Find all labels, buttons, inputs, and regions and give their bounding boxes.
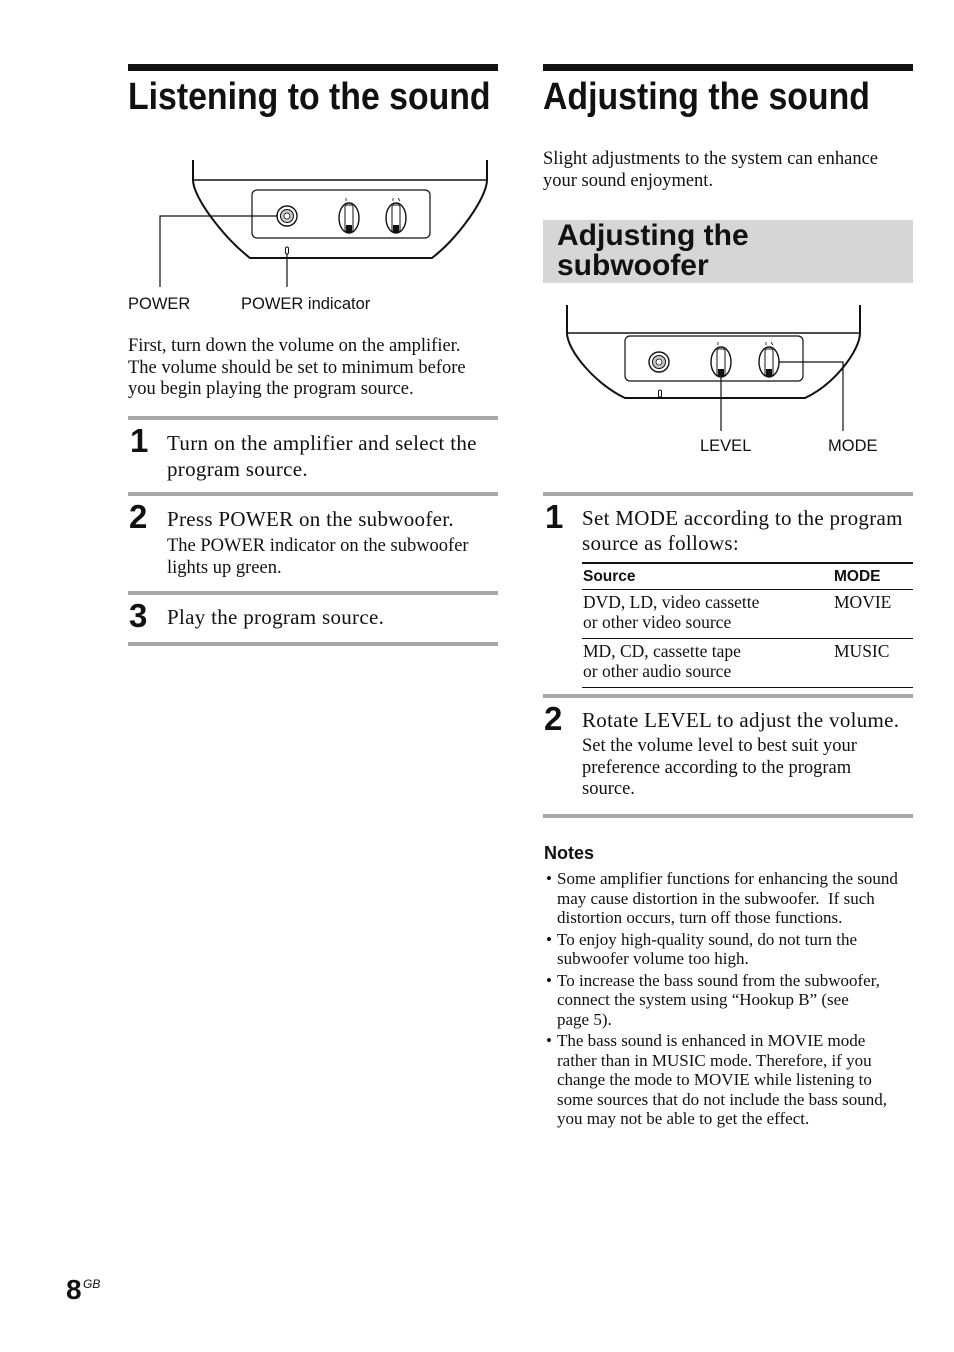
level-knob-icon bbox=[339, 198, 359, 233]
table-row bbox=[582, 639, 913, 688]
mode-table-mode-cell: MUSIC bbox=[834, 641, 890, 661]
step-instruction: Play the program source. bbox=[167, 605, 385, 629]
step-divider bbox=[128, 492, 498, 496]
mode-table-header-mode: MODE bbox=[834, 568, 881, 585]
note-text: Some amplifier functions for enhancing the sound may cause distortion in the subwoofer. If such distortion occurs, turn off those functions. bbox=[557, 869, 898, 927]
step-detail: The POWER indicator on the subwoofer lights up green. bbox=[167, 536, 469, 578]
mode-knob-icon bbox=[759, 342, 779, 377]
bullet-icon: • bbox=[546, 869, 552, 888]
page-title-adjusting: Adjusting the sound bbox=[543, 76, 870, 118]
mode-table-header-row bbox=[582, 564, 913, 590]
step-instruction: Rotate LEVEL to adjust the volume. bbox=[582, 708, 900, 732]
bullet-icon: • bbox=[546, 1031, 552, 1050]
power-indicator-light-icon bbox=[659, 390, 662, 397]
power-button-icon bbox=[277, 206, 297, 226]
power-label: POWER bbox=[128, 295, 191, 313]
step-divider bbox=[543, 814, 913, 818]
list-item bbox=[544, 930, 913, 969]
subwoofer-panel-diagram-power bbox=[128, 155, 498, 295]
page-title-listening: Listening to the sound bbox=[128, 76, 491, 118]
mode-label: MODE bbox=[828, 437, 878, 455]
power-indicator-label: POWER indicator bbox=[241, 295, 371, 313]
panel-illustration bbox=[128, 155, 498, 295]
mode-table-mode-cell: MOVIE bbox=[834, 592, 892, 612]
list-item bbox=[544, 1031, 913, 1129]
section-title-subwoofer: Adjusting the subwoofer bbox=[557, 219, 749, 282]
step-divider bbox=[543, 694, 913, 698]
step-number: 1 bbox=[545, 498, 564, 535]
step-number: 1 bbox=[130, 422, 149, 459]
mode-table-source-cell: MD, CD, cassette tape or other audio source bbox=[583, 641, 741, 681]
level-knob-icon bbox=[711, 342, 731, 377]
step-instruction: Press POWER on the subwoofer. bbox=[167, 507, 454, 531]
list-item bbox=[544, 971, 913, 1030]
title-rule bbox=[128, 64, 498, 71]
mode-knob-icon bbox=[386, 198, 406, 233]
mode-table bbox=[582, 562, 913, 688]
intro-paragraph-listening: First, turn down the volume on the amplifier. The volume should be set to minimum before you begin playing the program source. bbox=[128, 336, 466, 399]
table-row bbox=[582, 590, 913, 639]
step-instruction: Turn on the amplifier and select the program source. bbox=[167, 431, 477, 481]
page-number: 8 bbox=[66, 1274, 82, 1305]
panel-illustration bbox=[543, 300, 913, 440]
notes-heading: Notes bbox=[544, 843, 595, 863]
step-divider bbox=[128, 642, 498, 646]
step-instruction: Set MODE according to the program source as follows: bbox=[582, 506, 903, 555]
step-number: 3 bbox=[129, 597, 148, 634]
list-item bbox=[544, 869, 913, 928]
mode-table-source-cell: DVD, LD, video cassette or other video source bbox=[583, 592, 760, 632]
mode-leader-line bbox=[779, 362, 843, 431]
notes-list bbox=[544, 869, 913, 1131]
level-label: LEVEL bbox=[700, 437, 752, 455]
power-indicator-light-icon bbox=[286, 247, 289, 254]
intro-paragraph-adjusting: Slight adjustments to the system can enhance your sound enjoyment. bbox=[543, 149, 878, 191]
mode-table-header-source: Source bbox=[583, 568, 636, 585]
step-number: 2 bbox=[544, 700, 563, 737]
note-text: To increase the bass sound from the subwoofer, connect the system using “Hookup B” (see page 5). bbox=[557, 970, 880, 1029]
cabinet-outline bbox=[193, 160, 487, 258]
step-divider bbox=[128, 591, 498, 595]
section-header-band bbox=[543, 220, 913, 283]
power-button-icon bbox=[649, 352, 669, 372]
bullet-icon: • bbox=[546, 929, 552, 949]
page-number-suffix: GB bbox=[83, 1277, 101, 1291]
step-number: 2 bbox=[129, 498, 148, 535]
subwoofer-panel-diagram-controls bbox=[543, 300, 913, 440]
step-divider bbox=[128, 416, 498, 420]
step-detail: Set the volume level to best suit your preference according to the program source. bbox=[582, 736, 857, 799]
step-divider bbox=[543, 492, 913, 496]
note-text: The bass sound is enhanced in MOVIE mode rather than in MUSIC mode. Therefore, if you change the mode to MOVIE while listening to some sources that do not include the bass sound, you may not be able to get the effect. bbox=[557, 1031, 888, 1128]
note-text: To enjoy high-quality sound, do not turn the subwoofer volume too high. bbox=[557, 929, 858, 968]
title-rule bbox=[543, 64, 913, 71]
bullet-icon: • bbox=[546, 970, 552, 990]
